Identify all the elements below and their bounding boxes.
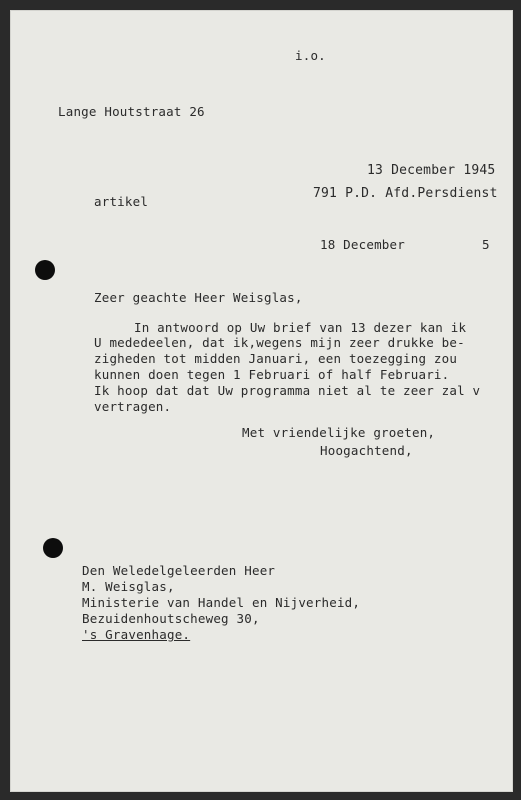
recipient-line: M. Weisglas, xyxy=(82,579,175,594)
letter-page xyxy=(10,10,513,792)
recipient-line: Ministerie van Handel en Nijverheid, xyxy=(82,595,361,610)
received-date: 18 December xyxy=(320,237,405,252)
salutation: Zeer geachte Heer Weisglas, xyxy=(94,290,303,305)
body-line: Ik hoop dat dat Uw programma niet al te zeer zal v xyxy=(94,383,481,398)
subject-line: artikel xyxy=(94,194,149,209)
reference-mark: i.o. xyxy=(295,48,326,63)
body-line: In antwoord op Uw brief van 13 dezer kan ik xyxy=(134,320,467,335)
body-line: kunnen doen tegen 1 Februari of half Februari. xyxy=(94,367,450,382)
punch-hole-bottom xyxy=(43,538,63,558)
recipient-line: Den Weledelgeleerden Heer xyxy=(82,563,276,578)
recipient-city: 's Gravenhage. xyxy=(82,627,191,642)
body-line: U mededeelen, dat ik,wegens mijn zeer drukke be- xyxy=(94,335,465,350)
file-reference: 791 P.D. Afd.Persdienst xyxy=(313,186,498,201)
closing-signoff: Hoogachtend, xyxy=(320,443,413,458)
recipient-line: Bezuidenhoutscheweg 30, xyxy=(82,611,260,626)
sender-address: Lange Houtstraat 26 xyxy=(58,104,205,119)
closing-greeting: Met vriendelijke groeten, xyxy=(242,425,436,440)
body-line: vertragen. xyxy=(94,399,172,414)
punch-hole-top xyxy=(35,260,55,280)
received-number: 5 xyxy=(482,237,490,252)
letter-date: 13 December 1945 xyxy=(367,163,496,178)
body-line: zigheden tot midden Januari, een toezegging zou xyxy=(94,351,458,366)
